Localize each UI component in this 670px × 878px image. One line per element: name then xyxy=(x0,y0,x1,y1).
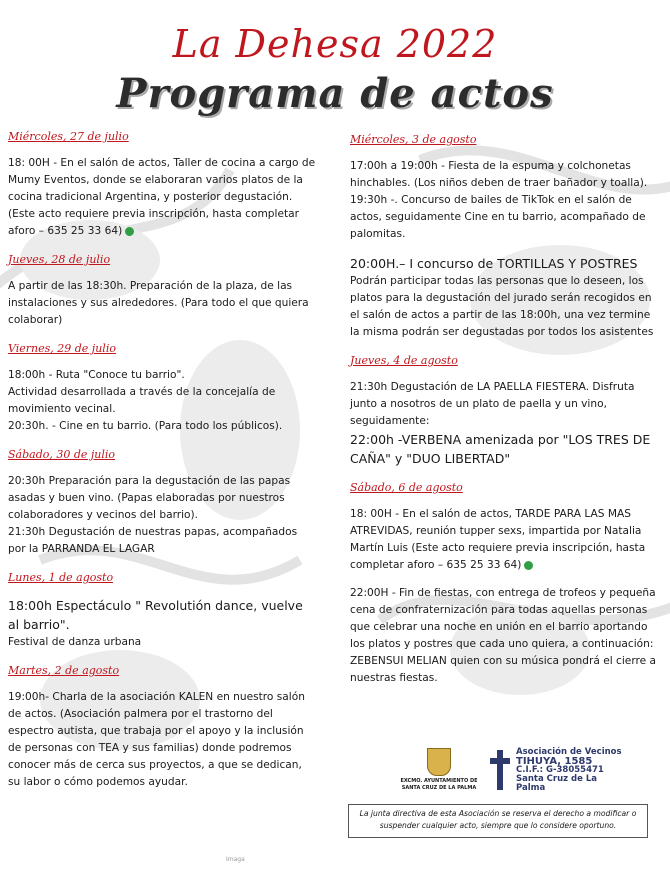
day-heading: Jueves, 4 de agosto xyxy=(350,354,458,367)
event-text: 22:00H - Fin de fiestas, con entrega de trofeos y pequeña cena de confraternización para todas aquellas personas que celebrar una noche en unión en el barrio aportando los platos y postres que cada uno quiera, a continuación: ZEBENSUI MELIAN quien con su música pondrá el cierre a nuestras fiestas. xyxy=(350,587,656,684)
signature: Imaga xyxy=(226,856,245,863)
day-heading: Martes, 2 de agosto xyxy=(8,664,120,677)
left-column xyxy=(8,128,316,802)
event-text: A partir de las 18:30h. Preparación de la plaza, de las instalaciones y sus alrededores. (Para todo el que quiera colaborar) xyxy=(8,280,309,326)
event-text: 18: 00H - En el salón de actos, Taller de cocina a cargo de Mumy Eventos, donde se elaboraran varios platos de la cocina tradicional Argentina, y posterior degustación.(Este acto requiere previa inscripción, hasta completar aforo – 635 25 33 64) xyxy=(8,157,316,237)
coat-of-arms-icon xyxy=(427,748,451,776)
sponsor-logos xyxy=(392,746,624,794)
event-text: 19:00h- Charla de la asociación KALEN en nuestro salón de actos. (Asociación palmera por el trastorno del espectro autista, que trabaja por el apoyo y la inclusión de personas con TEA y sus familias) donde podremos conocer más de cerca sus proyectos, a que se dedican, su labor o cómo podemos ayudar. xyxy=(8,691,305,788)
poster-title: La Dehesa 2022 xyxy=(172,22,498,66)
whatsapp-icon xyxy=(125,227,134,236)
day-heading: Miércoles, 27 de julio xyxy=(8,130,129,143)
event-text: 18:00h Espectáculo " Revolutión dance, vuelve al barrio". Festival de danza urbana xyxy=(8,598,303,648)
event-text: 20:30h Preparación para la degustación de las papas asadas y buen vino. (Papas elaboradas por nuestros colaboradores y vecinos del barrio). 21:30h Degustación de nuestras papas, acompañados por la PARRANDA EL LAGAR xyxy=(8,475,298,555)
whatsapp-icon xyxy=(524,561,533,570)
day-heading: Sábado, 6 de agosto xyxy=(350,481,463,494)
day-heading: Viernes, 29 de julio xyxy=(8,342,116,355)
disclaimer-notice: La junta directiva de esta Asociación se reserva el derecho a modificar o suspender cualquier acto, siempre que lo considere oportuno. xyxy=(348,804,648,838)
event-text: 21:30h Degustación de LA PAELLA FIESTERA. Disfruta junto a nosotros de un plato de paella y un vino, seguidamente: 22:00h -VERBENA amenizada por "LOS TRES DE CAÑA" y "DUO LIBERTAD" xyxy=(350,381,651,466)
event-text: 17:00h a 19:00h - Fiesta de la espuma y colchonetas hinchables. (Los niños deben de traer bañador y toalla). 19:30h -. Concurso de bailes de TikTok en el salón de actos, seguidamente Cine en tu barrio, acompañado de palomitas. xyxy=(350,160,648,240)
day-heading: Lunes, 1 de agosto xyxy=(8,571,114,584)
event-text: 18: 00H - En el salón de actos, TARDE PARA LAS MAS ATREVIDAS, reunión tupper sexs, impartida por Natalia Martín Luis (Este acto requiere previa inscripción, hasta completar aforo – 635 25 33 64) xyxy=(350,508,646,571)
day-heading: Miércoles, 3 de agosto xyxy=(350,133,477,146)
event-text: 18:00h - Ruta "Conoce tu barrio". Actividad desarrollada a través de la concejalía de movimiento vecinal. 20:30h. - Cine en tu barrio. (Para todo los públicos). xyxy=(8,369,283,432)
poster-subtitle: Programa de actos xyxy=(116,70,554,117)
day-heading: Jueves, 28 de julio xyxy=(8,253,111,266)
event-text: 20:00H.– I concurso de TORTILLAS Y POSTRES Podrán participar todas las personas que lo deseen, los platos para la degustación del jurado serán recogidos en el salón de actos a partir de las 18:00h, una vez termine la misma podrán ser degustadas por todos los asistentes xyxy=(350,256,654,338)
day-heading: Sábado, 30 de julio xyxy=(8,448,116,461)
ayuntamiento-logo: EXCMO. AYUNTAMIENTO DE SANTA CRUZ DE LA PALMA xyxy=(398,748,480,792)
cross-emblem-icon xyxy=(488,748,512,792)
right-column xyxy=(350,131,662,698)
asociacion-vecinos-logo: Asociación de Vecinos TIHUYA, 1585 C.I.F.: G-38055471 Santa Cruz de La Palma xyxy=(488,746,624,794)
